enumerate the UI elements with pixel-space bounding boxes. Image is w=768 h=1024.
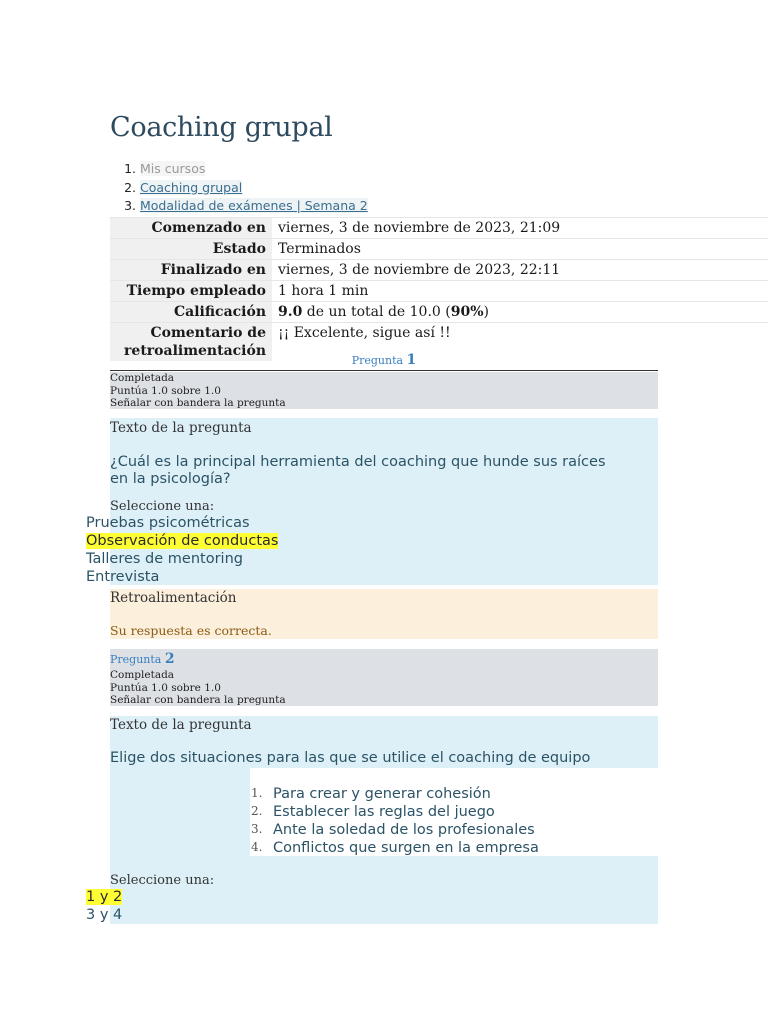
question-1-heading bbox=[110, 352, 658, 368]
question-status: Completada bbox=[110, 372, 175, 384]
option-number: 1. bbox=[251, 786, 263, 800]
breadcrumb-label[interactable]: Mis cursos bbox=[140, 161, 206, 176]
option-text: Conflictos que surgen en la empresa bbox=[273, 840, 539, 856]
answer-label: Pruebas psicométricas bbox=[86, 515, 250, 531]
question-line: en la psicología? bbox=[110, 471, 231, 487]
question-1-feedback bbox=[110, 589, 658, 639]
answer-option-selected[interactable] bbox=[86, 532, 278, 550]
option-text: Ante la soledad de los profesionales bbox=[273, 822, 535, 838]
question-1-answers bbox=[86, 514, 278, 586]
question-points: Puntúa 1.0 sobre 1.0 bbox=[110, 681, 221, 694]
summary-value: viernes, 3 de noviembre de 2023, 22:11 bbox=[272, 260, 768, 281]
answer-option-selected[interactable] bbox=[86, 888, 122, 906]
select-one-label: Seleccione una: bbox=[110, 873, 215, 888]
summary-label: Tiempo empleado bbox=[110, 281, 272, 302]
option-number: 3. bbox=[251, 822, 263, 836]
divider bbox=[110, 370, 658, 371]
question-number: 1 bbox=[406, 352, 417, 368]
option-item bbox=[251, 838, 539, 856]
question-2-options bbox=[251, 784, 539, 856]
breadcrumb-link-course[interactable]: Coaching grupal bbox=[140, 179, 243, 195]
page-title: Coaching grupal bbox=[110, 112, 333, 143]
flag-question-link[interactable]: Señalar con bandera la pregunta bbox=[110, 694, 286, 706]
question-2-text-box-left bbox=[110, 768, 250, 856]
comment-label-line2: retroalimentación bbox=[124, 343, 266, 359]
attempt-summary-table bbox=[110, 217, 768, 361]
summary-grade bbox=[272, 302, 768, 323]
answer-label: Talleres de mentoring bbox=[86, 551, 243, 567]
summary-row-time bbox=[110, 281, 768, 302]
grade-percent: 90% bbox=[450, 304, 484, 320]
question-status: Completada bbox=[110, 669, 175, 681]
summary-row-started bbox=[110, 218, 768, 239]
question-line: ¿Cuál es la principal herramienta del coaching que hunde sus raíces bbox=[110, 454, 606, 470]
breadcrumb-item-course[interactable] bbox=[140, 179, 368, 198]
grade-mid: de un total de 10.0 ( bbox=[302, 304, 451, 320]
question-prefix: Pregunta bbox=[351, 354, 404, 367]
answer-label: 3 y 4 bbox=[86, 907, 123, 923]
option-item bbox=[251, 820, 539, 838]
answer-option[interactable] bbox=[86, 568, 278, 586]
question-2-text-box-bottom bbox=[110, 856, 658, 924]
breadcrumb-item-exam[interactable] bbox=[140, 197, 368, 216]
grade-score: 9.0 bbox=[278, 304, 303, 320]
question-points: Puntúa 1.0 sobre 1.0 bbox=[110, 384, 221, 397]
feedback-label: Retroalimentación bbox=[110, 590, 237, 606]
summary-row-finished bbox=[110, 260, 768, 281]
question-text-label: Texto de la pregunta bbox=[110, 717, 252, 733]
summary-row-state bbox=[110, 239, 768, 260]
breadcrumb-item-mis-cursos[interactable] bbox=[140, 160, 368, 179]
summary-value: 1 hora 1 min bbox=[272, 281, 768, 302]
option-item bbox=[251, 802, 539, 820]
summary-row-grade bbox=[110, 302, 768, 323]
question-1-text bbox=[110, 454, 655, 488]
question-2-info bbox=[110, 649, 658, 706]
summary-value: Terminados bbox=[272, 239, 768, 260]
question-2-answers bbox=[86, 888, 122, 924]
summary-label: Finalizado en bbox=[110, 260, 272, 281]
summary-label: Estado bbox=[110, 239, 272, 260]
question-text-label: Texto de la pregunta bbox=[110, 420, 252, 436]
question-number: 2 bbox=[164, 651, 175, 667]
breadcrumb-link-exam[interactable]: Modalidad de exámenes | Semana 2 bbox=[140, 198, 368, 213]
answer-option[interactable] bbox=[86, 906, 122, 924]
answer-label-highlighted: 1 y 2 bbox=[86, 889, 123, 905]
summary-label: Calificación bbox=[110, 302, 272, 323]
flag-question-link[interactable]: Señalar con bandera la pregunta bbox=[110, 397, 286, 409]
grade-end: ) bbox=[483, 304, 489, 320]
question-2-text: Elige dos situaciones para las que se utilice el coaching de equipo bbox=[110, 750, 591, 766]
answer-option[interactable] bbox=[86, 514, 278, 532]
comment-label-line1: Comentario de bbox=[150, 325, 266, 341]
option-number: 2. bbox=[251, 804, 263, 818]
option-item bbox=[251, 784, 539, 802]
summary-value: viernes, 3 de noviembre de 2023, 21:09 bbox=[272, 218, 768, 239]
breadcrumb bbox=[120, 160, 368, 216]
answer-option[interactable] bbox=[86, 550, 278, 568]
select-one-label: Seleccione una: bbox=[110, 499, 215, 514]
summary-value: ¡¡ Excelente, sigue así !! bbox=[272, 323, 768, 362]
question-prefix: Pregunta bbox=[110, 653, 162, 666]
option-text: Establecer las reglas del juego bbox=[273, 804, 495, 820]
answer-label-highlighted: Observación de conductas bbox=[86, 533, 279, 549]
summary-label: Comenzado en bbox=[110, 218, 272, 239]
question-2-heading bbox=[110, 649, 658, 669]
option-number: 4. bbox=[251, 840, 263, 854]
feedback-text: Su respuesta es correcta. bbox=[110, 623, 272, 638]
answer-label: Entrevista bbox=[86, 569, 160, 585]
question-1-info bbox=[110, 372, 658, 409]
option-text: Para crear y generar cohesión bbox=[273, 786, 491, 802]
